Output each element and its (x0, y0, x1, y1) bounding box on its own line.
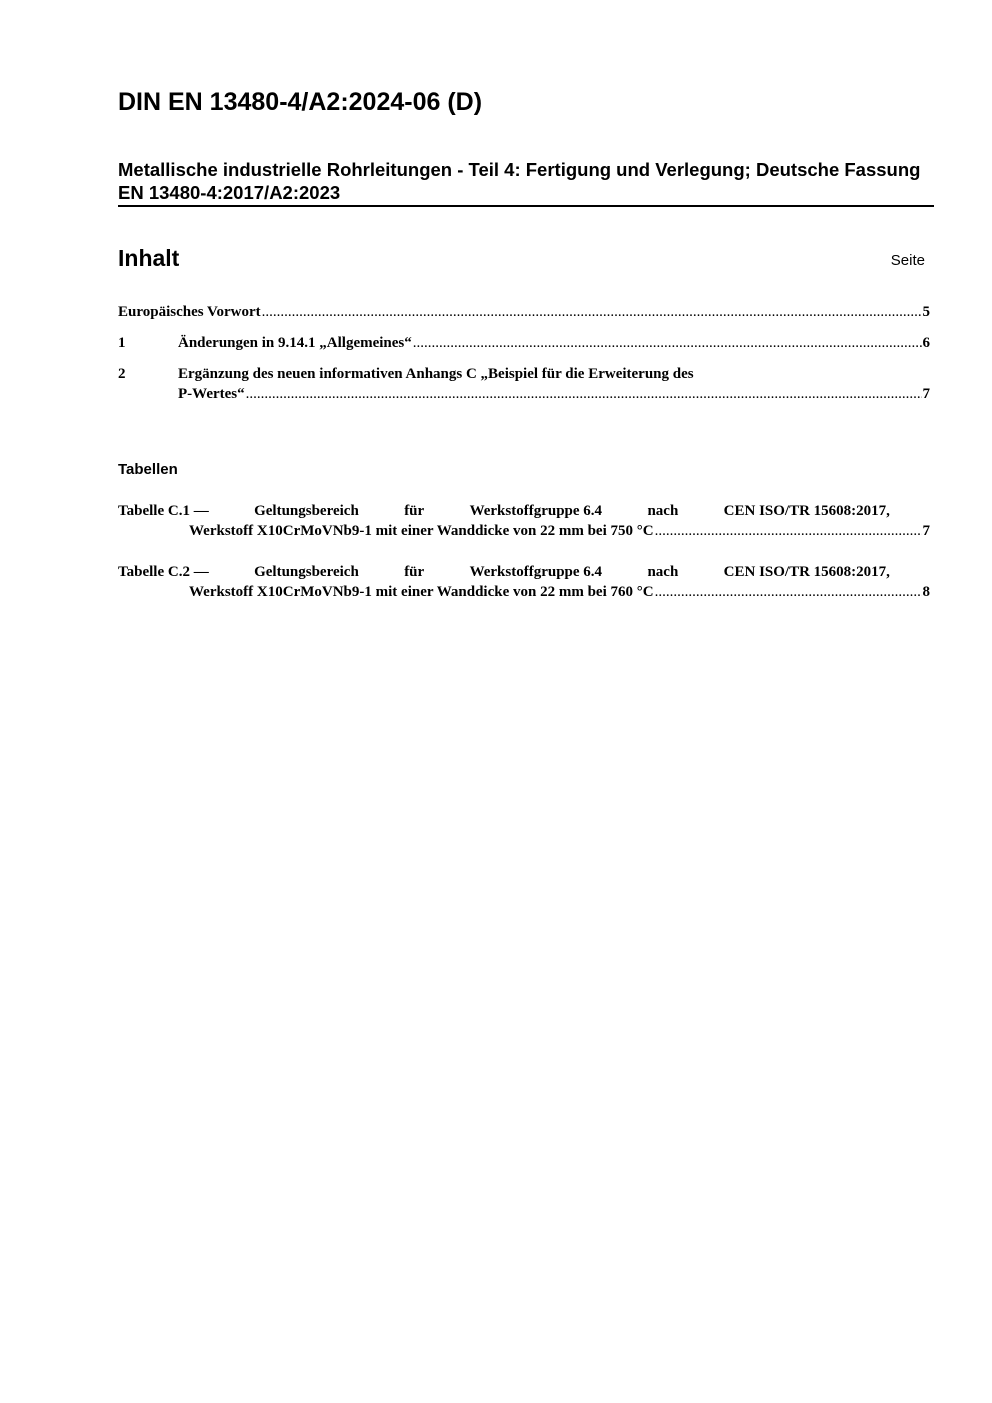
page-column-label: Seite (890, 252, 925, 269)
table-entry-word: nach (647, 503, 679, 519)
toc-entry-text-continued[interactable]: P-Wertes“ (178, 386, 245, 402)
table-entry-page[interactable]: 8 (922, 584, 930, 600)
table-entry-word: für (404, 564, 425, 580)
toc-entry-number: 1 (118, 335, 126, 351)
table-entry-word: Tabelle C.2 — (118, 564, 209, 580)
toc-entry-2[interactable] (118, 364, 930, 404)
toc-entry-1[interactable] (118, 333, 930, 353)
toc-entry-text[interactable]: Änderungen in 9.14.1 „Allgemeines“ (178, 335, 412, 351)
table-entry-word: CEN ISO/TR 15608:2017, (723, 503, 890, 519)
toc-entry-text[interactable]: Europäisches Vorwort (118, 304, 261, 320)
toc-entry-page[interactable]: 6 (922, 335, 930, 351)
table-list-entry-c1[interactable] (118, 501, 930, 541)
toc-entry-foreword[interactable] (118, 302, 930, 322)
dot-leader (413, 333, 922, 353)
table-entry-text-continued[interactable]: Werkstoff X10CrMoVNb9-1 mit einer Wanddicke von 22 mm bei 750 °C (189, 523, 654, 539)
toc-entry-page[interactable]: 5 (922, 304, 930, 320)
toc-heading: Inhalt (118, 245, 180, 271)
table-entry-word: CEN ISO/TR 15608:2017, (723, 564, 890, 580)
table-entry-word: Werkstoffgruppe 6.4 (469, 503, 603, 519)
toc-entry-page[interactable]: 7 (922, 386, 930, 402)
table-list-entry-c2[interactable] (118, 562, 930, 602)
document-title: DIN EN 13480-4/A2:2024-06 (D) (118, 88, 483, 116)
dot-leader (262, 302, 922, 322)
table-entry-text-continued[interactable]: Werkstoff X10CrMoVNb9-1 mit einer Wanddicke von 22 mm bei 760 °C (189, 584, 654, 600)
table-entry-page[interactable]: 7 (922, 523, 930, 539)
dot-leader (655, 582, 922, 602)
table-entry-word: Werkstoffgruppe 6.4 (469, 564, 603, 580)
table-entry-word: Tabelle C.1 — (118, 503, 209, 519)
table-entry-word: nach (647, 564, 679, 580)
tables-section-label: Tabellen (118, 461, 178, 478)
table-entry-word: Geltungsbereich (254, 564, 359, 580)
dot-leader (655, 521, 922, 541)
table-entry-word: für (404, 503, 425, 519)
dot-leader (246, 384, 922, 404)
title-divider (118, 205, 934, 207)
toc-entry-number: 2 (118, 366, 126, 382)
document-subtitle: Metallische industrielle Rohrleitungen - Teil 4: Fertigung und Verlegung; Deutsche Fassung EN 13480-4:2017/A2:2023 (118, 159, 921, 203)
table-entry-word: Geltungsbereich (254, 503, 359, 519)
toc-entry-text[interactable]: Ergänzung des neuen informativen Anhangs C „Beispiel für die Erweiterung des (178, 366, 694, 382)
